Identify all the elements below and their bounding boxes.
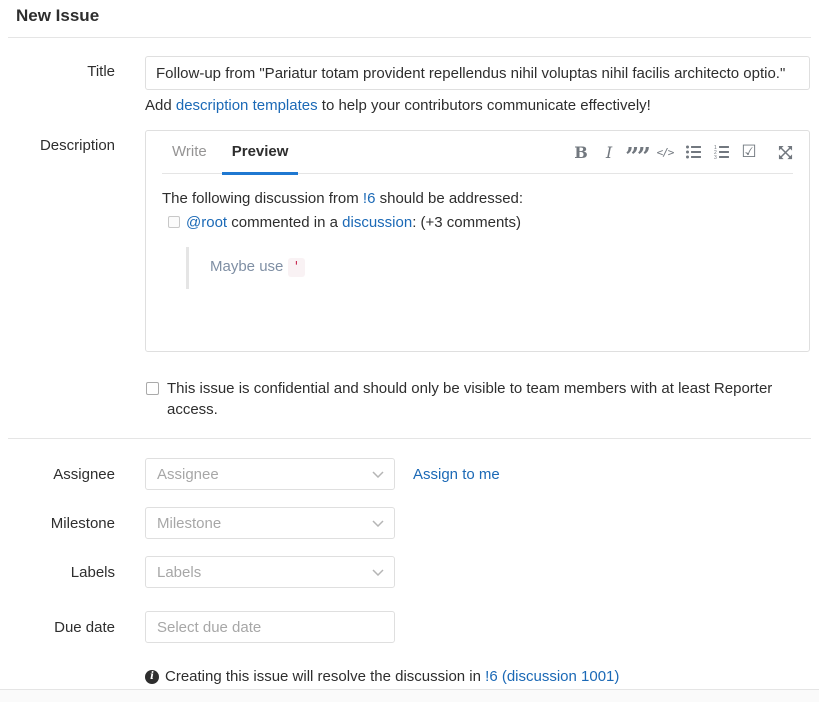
quote-text: Maybe use	[210, 258, 288, 275]
task-checkbox[interactable]	[168, 216, 180, 228]
task-item	[168, 211, 793, 289]
description-templates-link[interactable]: description templates	[175, 97, 318, 114]
help-prefix: Add	[145, 97, 176, 114]
new-issue-form	[0, 38, 819, 420]
svg-text:1: 1	[713, 145, 717, 151]
confidential-checkbox[interactable]	[146, 382, 159, 395]
confidential-row	[16, 378, 810, 420]
confidential-checkbox-label[interactable]	[145, 378, 810, 420]
chevron-down-icon	[372, 569, 384, 576]
preview-text: should be addressed:	[375, 190, 524, 207]
issue-meta-fields	[0, 439, 819, 687]
editor-tabs	[162, 131, 303, 173]
resolve-discussion-link[interactable]: !6 (discussion 1001)	[485, 668, 620, 685]
description-row	[16, 130, 810, 352]
page-title: New Issue	[16, 6, 100, 25]
task-text: commented in a	[227, 214, 343, 231]
milestone-row	[16, 507, 810, 539]
user-link[interactable]: @root	[186, 214, 228, 231]
editor-toolbar	[561, 131, 793, 173]
editor-header	[162, 131, 793, 174]
resolve-prefix: Creating this issue will resolve the discussion in	[165, 668, 486, 685]
fullscreen-icon[interactable]	[777, 142, 793, 162]
assignee-row	[16, 458, 810, 490]
quote-icon[interactable]: ””	[625, 141, 649, 171]
svg-text:2: 2	[713, 150, 717, 156]
chevron-down-icon	[372, 520, 384, 527]
svg-text:3: 3	[713, 155, 717, 159]
assignee-placeholder: Assignee	[157, 465, 219, 483]
quoted-comment	[186, 247, 793, 289]
tab-write[interactable]: Write	[172, 143, 207, 160]
footer-strip	[0, 689, 819, 702]
due-date-input[interactable]	[145, 611, 395, 643]
italic-icon[interactable]: I	[605, 142, 613, 162]
resolve-note-row	[16, 667, 810, 687]
task-list-icon[interactable]: ☑	[741, 142, 757, 161]
description-label: Description	[39, 137, 115, 154]
labels-dropdown[interactable]	[145, 556, 395, 588]
markdown-preview	[146, 174, 809, 302]
assignee-label: Assignee	[53, 465, 115, 483]
info-icon: i	[145, 670, 159, 684]
milestone-dropdown[interactable]	[145, 507, 395, 539]
inline-code: '	[288, 258, 306, 277]
tab-preview[interactable]: Preview	[222, 131, 299, 175]
labels-label: Labels	[70, 563, 115, 581]
assignee-dropdown[interactable]	[145, 458, 395, 490]
title-input[interactable]	[145, 56, 810, 90]
due-date-label: Due date	[54, 618, 115, 636]
chevron-down-icon	[372, 471, 384, 478]
labels-row	[16, 556, 810, 588]
title-help-text	[145, 97, 810, 114]
help-suffix: to help your contributors communicate effectively!	[317, 97, 651, 114]
bold-icon[interactable]: B	[574, 142, 588, 162]
preview-line	[162, 187, 793, 211]
resolve-note-text	[165, 667, 619, 687]
milestone-placeholder: Milestone	[157, 514, 222, 532]
numbered-list-icon[interactable]	[713, 142, 729, 162]
confidential-text: This issue is confidential and should only be visible to team members with at least Reporter access.	[167, 380, 773, 418]
title-label: Title	[87, 63, 115, 80]
resolve-note	[145, 667, 810, 687]
due-date-row	[16, 611, 810, 643]
milestone-label: Milestone	[50, 514, 115, 532]
assign-to-me-link[interactable]: Assign to me	[413, 465, 500, 483]
code-icon[interactable]: </>	[656, 145, 674, 159]
preview-text: The following discussion from	[162, 190, 363, 207]
task-text: : (+3 comments)	[412, 214, 521, 231]
bullet-list-icon[interactable]	[685, 142, 701, 162]
labels-placeholder: Labels	[157, 563, 202, 581]
merge-request-link[interactable]: !6	[362, 190, 376, 207]
markdown-editor	[145, 130, 810, 352]
discussion-link[interactable]: discussion	[342, 214, 413, 231]
task-list	[162, 211, 793, 289]
title-row	[16, 56, 810, 114]
